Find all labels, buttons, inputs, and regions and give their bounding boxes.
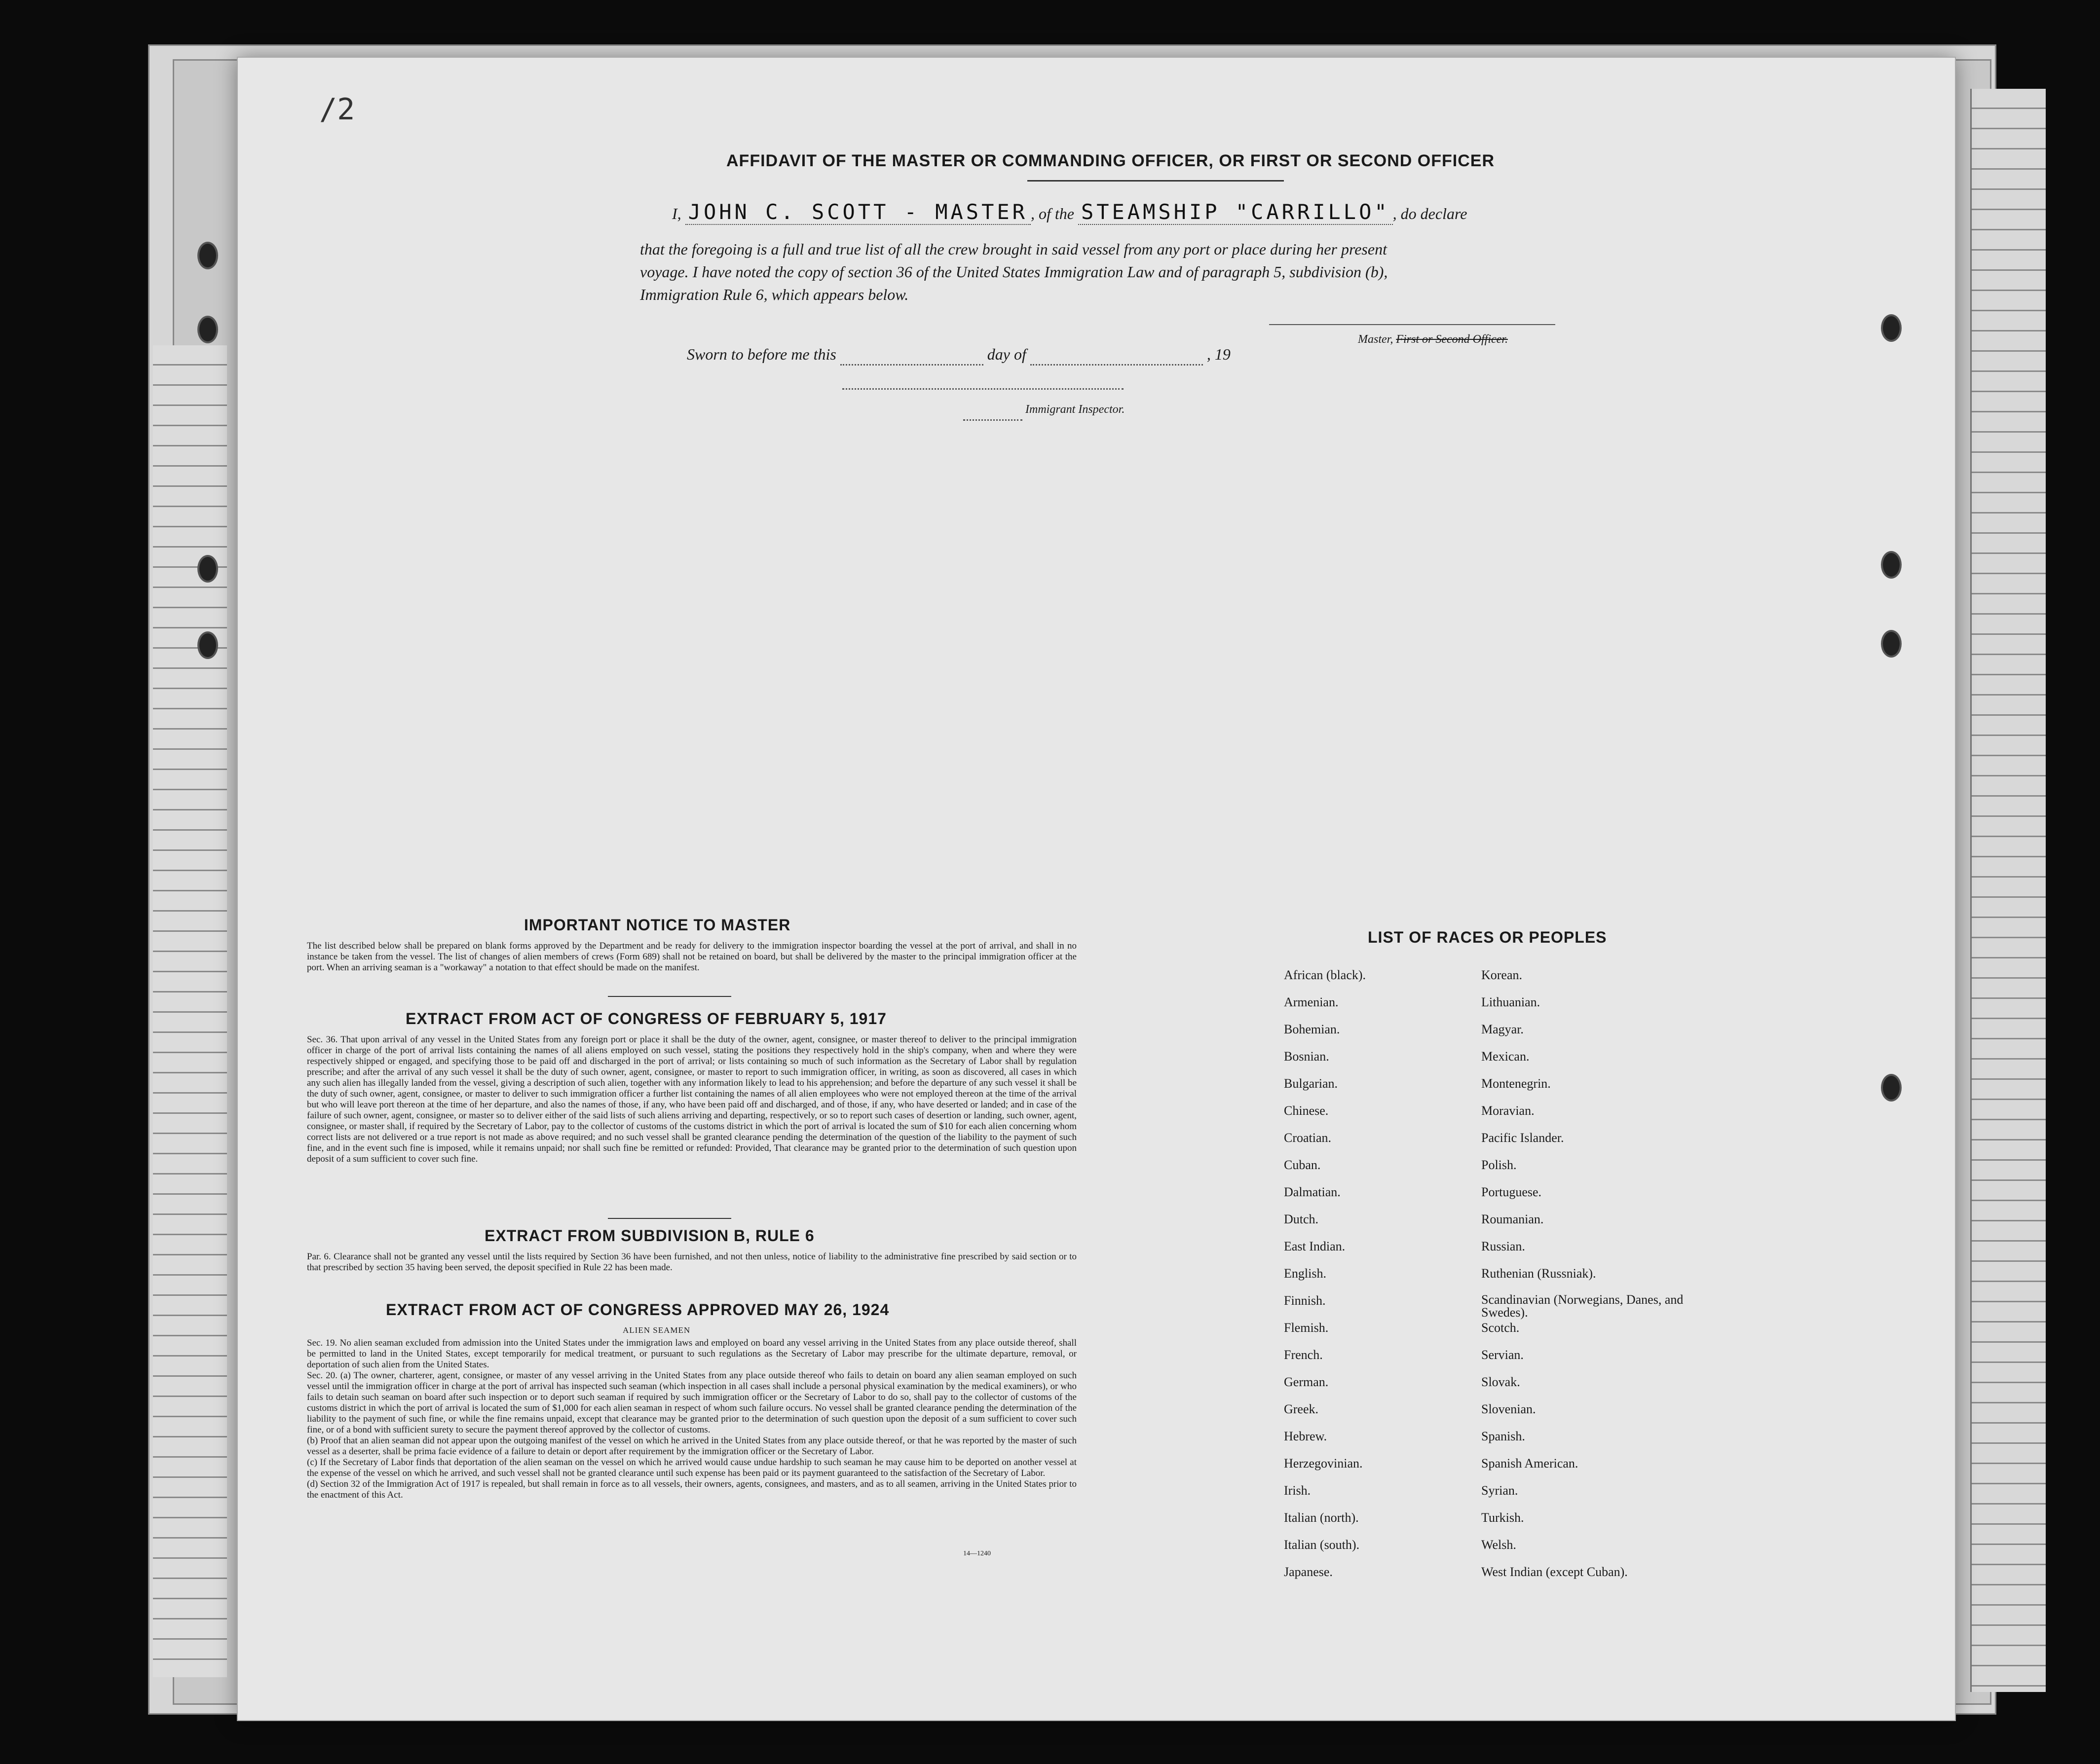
race-item: African (black). xyxy=(1284,968,1366,982)
year-text: , 19 xyxy=(1206,345,1231,363)
signature-label-master: Master, xyxy=(1358,333,1393,346)
declaration-text xyxy=(640,238,1824,306)
affidavit-title: AFFIDAVIT OF THE MASTER OR COMMANDING OFFICER, OR FIRST OR SECOND OFFICER xyxy=(726,151,1495,170)
race-item: Flemish. xyxy=(1284,1321,1329,1335)
inspector-caption xyxy=(963,398,1125,421)
extract-1924-paragraph: (b) Proof that an alien seaman did not appear upon the outgoing manifest of the vessel on which he arrived in the United States from any place outside thereof, or that he was reported by the master of such vessel as a deserter, shall be prima facie evidence of a failure to detain or deport after requirement by the immigration officer or the Secretary of Labor. xyxy=(307,1435,1077,1457)
inspector-signature-line[interactable] xyxy=(842,388,1124,390)
race-item: Dutch. xyxy=(1284,1212,1319,1226)
race-item: Russian. xyxy=(1481,1239,1525,1253)
rule6-text: Par. 6. Clearance shall not be granted any vessel until the lists required by Section 36 have been furnished, and not then unless, notice of liability to the administrative fine prescribed by said section or to that prescribed by section 35 having been served, the deposit specified in Rule 22 has been made. xyxy=(307,1251,1077,1273)
extract-1924-title: EXTRACT FROM ACT OF CONGRESS APPROVED MAY 26, 1924 xyxy=(386,1301,890,1319)
race-item: Bosnian. xyxy=(1284,1049,1329,1064)
signature-label-struck: First or Second Officer. xyxy=(1396,333,1508,346)
notice-title: IMPORTANT NOTICE TO MASTER xyxy=(524,916,791,934)
race-item: Polish. xyxy=(1481,1158,1517,1172)
race-item: Herzegovinian. xyxy=(1284,1456,1363,1470)
race-item: Greek. xyxy=(1284,1402,1319,1416)
race-item: Portuguese. xyxy=(1481,1185,1542,1199)
text-do-declare: , do declare xyxy=(1392,205,1467,222)
binder-hole xyxy=(1881,551,1902,579)
declaration-line3: voyage. I have noted the copy of section 36 of the United States Immigration Law and of paragraph 5, subdivision (b), xyxy=(640,263,1388,281)
text-i: I, xyxy=(672,205,681,222)
ledger-edge-right xyxy=(1970,89,2046,1692)
inspector-label: Immigrant Inspector. xyxy=(1025,403,1125,416)
sworn-day-field[interactable] xyxy=(840,364,983,366)
notice-text: The list described below shall be prepared on blank forms approved by the Department and be ready for delivery to the immigration inspector boarding the vessel at the port of arrival, and shall in no instance be taken from the vessel. The list of changes of alien members of crews (Form 689) shall not be retained on board, but shall be delivered by the master to the principal immigration officer at the port. When an arriving seaman is a "workaway" a notation to that effect should be made on the manifest. xyxy=(307,941,1077,973)
race-item: Turkish. xyxy=(1481,1510,1524,1525)
race-item: Moravian. xyxy=(1481,1103,1535,1118)
master-name-field[interactable]: JOHN C. SCOTT - MASTER xyxy=(685,200,1031,225)
signature-caption xyxy=(1358,328,1508,351)
notice-rule xyxy=(608,996,731,997)
race-item: Bohemian. xyxy=(1284,1022,1340,1036)
race-item: Spanish American. xyxy=(1481,1456,1578,1470)
race-item: West Indian (except Cuban). xyxy=(1481,1565,1628,1579)
binder-hole xyxy=(197,555,218,583)
race-item: Ruthenian (Russniak). xyxy=(1481,1266,1596,1281)
race-item: Hebrew. xyxy=(1284,1429,1327,1443)
race-item: Pacific Islander. xyxy=(1481,1131,1564,1145)
race-item: Cuban. xyxy=(1284,1158,1321,1172)
form-number: 14—1240 xyxy=(963,1550,991,1557)
race-item: French. xyxy=(1284,1348,1323,1362)
declaration-line1 xyxy=(672,201,1817,225)
race-item: Syrian. xyxy=(1481,1483,1518,1498)
sworn-line xyxy=(687,343,1231,366)
race-item: Spanish. xyxy=(1481,1429,1525,1443)
vessel-name-field[interactable]: STEAMSHIP "CARRILLO" xyxy=(1078,200,1393,225)
binder-hole xyxy=(197,631,218,659)
rule6-title: EXTRACT FROM SUBDIVISION B, RULE 6 xyxy=(485,1227,815,1245)
extract-1917-text: Sec. 36. That upon arrival of any vessel in the United States from any foreign port or place it shall be the duty of the owner, agent, consignee, or master thereof to deliver to the principal immigration officer in charge of the port of arrival lists containing the names of all aliens employed on such vessel, stating the positions they respectively hold in the ship's company, when and where they were respectively shipped or engaged, and specifying those to be paid off and discharged in the port of arrival; or lists containing so much of such information as the Secretary of Labor shall by regulation prescribe; and after the arrival of any such vessel it shall be the duty of such owner, agent, consignee, or master to report to such immigration officer, in writing, as soon as discovered, all cases in which any such alien has illegally landed from the vessel, giving a description of such alien, together with any information likely to lead to his apprehension; and before the departure of any such vessel it shall be the duty of such owner, agent, consignee, or master to deliver to such immigration officer a further list containing the names of all alien employees who were not employed thereon at the time of the arrival but who will leave port thereon at the time of her departure, and also the names of those, if any, who have been paid off and discharged, and of those, if any, who have deserted or landed; and in case of the failure of such owner, agent, consignee, or master so to deliver either of the said lists of such aliens arriving and departing, respectively, or so to report such cases of desertion or landing, such owner, agent, consignee, or master shall, if required by the Secretary of Labor, pay to the collector of customs of the customs district in which the port of arrival is located the sum of $10 for each alien concerning whom correct lists are not delivered or a true report is not made as above required; and no such vessel shall be granted clearance pending the determination of the question of the liability to the payment of such fine, and in the event such fine is imposed, while it remains unpaid; nor shall such fine be remitted or refunded: Provided, That clearance may be granted prior to the determination of such question upon deposit of a sum sufficient to cover such fine. xyxy=(307,1034,1077,1164)
race-item: Lithuanian. xyxy=(1481,995,1540,1009)
race-item: Dalmatian. xyxy=(1284,1185,1341,1199)
signature-line[interactable] xyxy=(1269,324,1555,325)
extract-1924-paragraph: Sec. 19. No alien seaman excluded from admission into the United States under the immigration laws and employed on board any vessel arriving in the United States from any place outside thereof, shall be permitted to land in the United States, except temporarily for medical treatment, or pursuant to such regulations as the Secretary of Labor may prescribe for the ultimate departure, removal, or deportation of such alien from the United States. xyxy=(307,1338,1077,1370)
inspector-dots xyxy=(963,419,1022,421)
race-item: Roumanian. xyxy=(1481,1212,1544,1226)
sworn-month-field[interactable] xyxy=(1030,364,1203,366)
races-column-left xyxy=(1284,968,1471,1592)
extract-1924-paragraph: Sec. 20. (a) The owner, charterer, agent, consignee, or master of any vessel arriving in the United States from any place outside thereof who fails to detain on board any alien seaman employed on such vessel until the immigration officer in charge at the port of arrival has inspected such seaman (which inspection in all cases shall include a personal physical examination by the medical examiners), or who fails to detain such seaman on board after such inspection or to deport such seaman if required by such immigration officer or the Secretary of Labor to do so, shall pay to the collector of customs of the customs district in which the port of arrival is located the sum of $1,000 for each alien seaman in respect of whom such failure occurs. No vessel shall be granted clearance pending the determination of the liability to the payment of such fine, or while the fine remains unpaid, except that clearance may be granted prior to the determination of such question upon the deposit of a sum sufficient to cover such fine, or of a bond with sufficient surety to secure the payment thereof approved by the collector of customs. xyxy=(307,1370,1077,1435)
race-item: Finnish. xyxy=(1284,1293,1326,1308)
race-item: Armenian. xyxy=(1284,995,1339,1009)
race-item: Welsh. xyxy=(1481,1538,1516,1552)
binder-hole xyxy=(1881,630,1902,658)
race-item: Slovak. xyxy=(1481,1375,1520,1389)
day-of-text: day of xyxy=(987,345,1026,363)
declaration-line4: Immigration Rule 6, which appears below. xyxy=(640,286,909,303)
race-item: Korean. xyxy=(1481,968,1523,982)
declaration-line2: that the foregoing is a full and true list of all the crew brought in said vessel from any port or place during her present xyxy=(640,240,1387,258)
binder-hole xyxy=(1881,314,1902,342)
race-item: English. xyxy=(1284,1266,1326,1281)
races-column-right xyxy=(1481,968,1698,1592)
race-item: Irish. xyxy=(1284,1483,1311,1498)
race-item: Montenegrin. xyxy=(1481,1076,1551,1091)
binder-hole xyxy=(1881,1074,1902,1102)
races-title: LIST OF RACES OR PEOPLES xyxy=(1368,928,1607,946)
race-item: Scandinavian (Norwegians, Danes, and Swedes). xyxy=(1481,1292,1684,1320)
extract-1924-paragraph: (c) If the Secretary of Labor finds that deportation of the alien seaman on the vessel on which he arrived would cause undue hardship to such seaman he may cause him to be deported on another vessel at the expense of the vessel on which he arrived, and such vessel shall not be granted clearance until such expense has been paid or its payment guaranteed to the satisfaction of the Secretary of Labor. xyxy=(307,1457,1077,1478)
title-rule xyxy=(1027,180,1284,182)
extract-1924-paragraph: (d) Section 32 of the Immigration Act of 1917 is repealed, but shall remain in force as to all vessels, their owners, agents, consignees, and masters, and as to all seamen, arriving in the United States prior to the enactment of this Act. xyxy=(307,1479,1077,1500)
race-item: Bulgarian. xyxy=(1284,1076,1338,1091)
race-item: Italian (north). xyxy=(1284,1510,1359,1525)
race-item: Mexican. xyxy=(1481,1049,1530,1064)
binder-hole xyxy=(197,316,218,343)
affidavit-page xyxy=(237,57,1956,1721)
race-item: Japanese. xyxy=(1284,1565,1333,1579)
extract-1924-body xyxy=(307,1338,1077,1501)
sworn-text: Sworn to before me this xyxy=(687,345,836,363)
race-item: Italian (south). xyxy=(1284,1538,1360,1552)
race-item: Servian. xyxy=(1481,1348,1524,1362)
binder-hole xyxy=(197,242,218,269)
race-item: East Indian. xyxy=(1284,1239,1346,1253)
race-item: German. xyxy=(1284,1375,1329,1389)
race-item: Magyar. xyxy=(1481,1022,1524,1036)
extract-1917-title: EXTRACT FROM ACT OF CONGRESS OF FEBRUARY 5, 1917 xyxy=(406,1010,887,1028)
ledger-edge-left xyxy=(153,345,227,1677)
extract-1917-rule xyxy=(608,1218,731,1219)
race-item: Slovenian. xyxy=(1481,1402,1536,1416)
race-item: Croatian. xyxy=(1284,1131,1332,1145)
handwritten-mark: /2 xyxy=(319,92,355,127)
race-item: Chinese. xyxy=(1284,1103,1329,1118)
race-item: Scotch. xyxy=(1481,1321,1520,1335)
extract-1924-subtitle: ALIEN SEAMEN xyxy=(623,1325,691,1335)
text-of-the: , of the xyxy=(1030,205,1074,222)
